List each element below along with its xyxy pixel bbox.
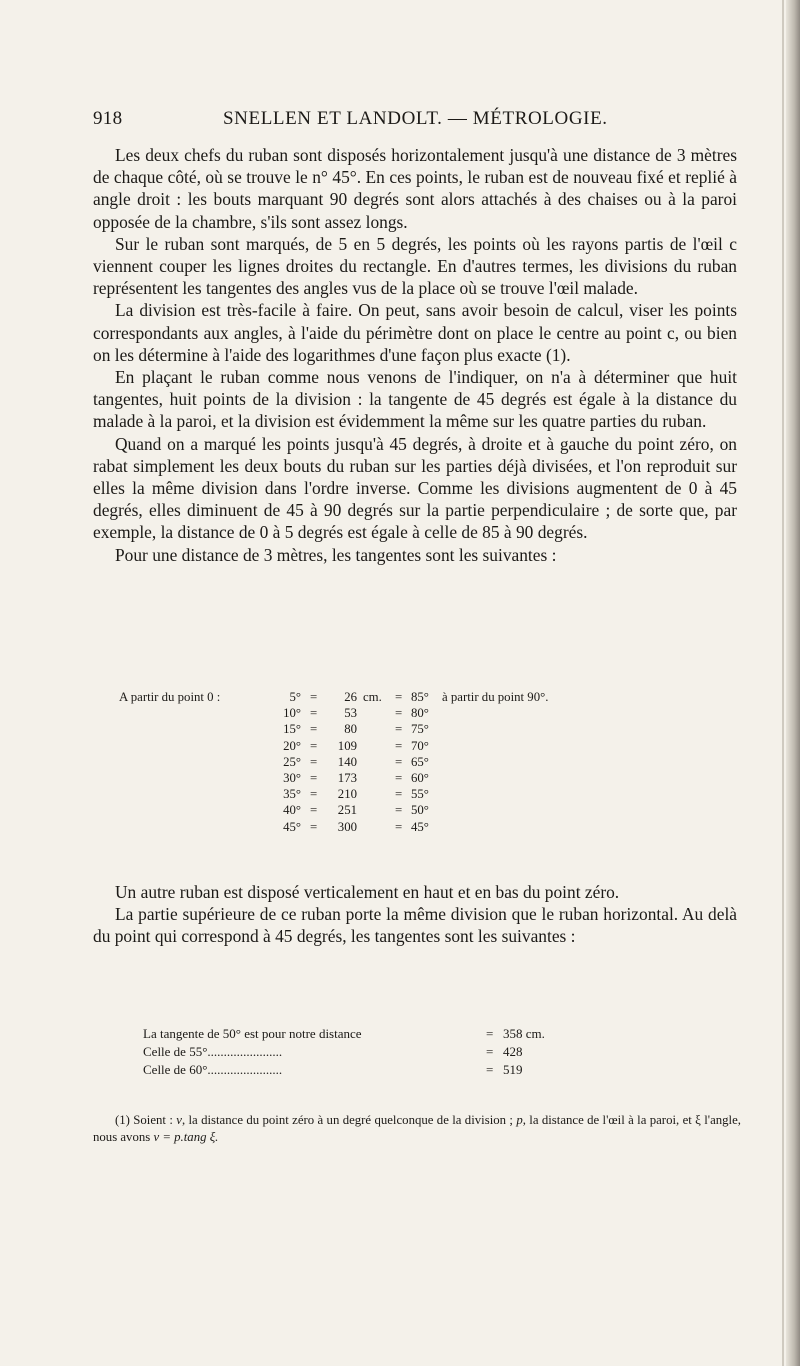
cm-cell: 173 <box>337 770 357 785</box>
equals-sign: = <box>395 803 403 818</box>
var-p: p <box>516 1113 523 1127</box>
equals-sign: = <box>395 706 403 721</box>
cm-cell: 140 <box>337 754 357 769</box>
equals-sign: = <box>310 706 318 721</box>
var-v: v <box>176 1113 182 1127</box>
table-row <box>119 738 739 754</box>
table-row <box>119 819 739 835</box>
extra-tangent-table <box>143 1025 703 1079</box>
table-row <box>119 721 739 737</box>
angle-cell: 45° <box>283 819 301 834</box>
table-row-value: 428 <box>503 1044 523 1059</box>
table-row <box>119 770 739 786</box>
body-text-middle <box>93 881 737 948</box>
complement-cell: 55° <box>411 787 429 802</box>
equals-sign: = <box>395 738 403 753</box>
complement-cell: 65° <box>411 754 429 769</box>
table-row-label: La tangente de 50° est pour notre distance <box>143 1026 362 1041</box>
equals-sign: = <box>310 738 318 753</box>
complement-cell: 60° <box>411 770 429 785</box>
equals-sign: = <box>310 722 318 737</box>
angle-cell: 35° <box>283 787 301 802</box>
table-row-value: 358 cm. <box>503 1026 545 1041</box>
table-row-label: Celle de 60°....................... <box>143 1062 283 1077</box>
cm-cell: 80 <box>344 722 357 737</box>
cm-cell: 109 <box>337 738 357 753</box>
table-row <box>119 705 739 721</box>
complement-cell: 85° <box>411 690 429 704</box>
table-row <box>119 689 739 705</box>
footnote-part: , la distance de l'œil à la paroi, et ξ l'angle, nous avons <box>93 1113 741 1144</box>
running-title: SNELLEN ET LANDOLT. — MÉTROLOGIE. <box>223 108 608 129</box>
table-row <box>143 1043 703 1061</box>
angle-cell: 20° <box>283 738 301 753</box>
equals-sign: = <box>486 1062 494 1077</box>
complement-cell: 80° <box>411 706 429 721</box>
angle-cell: 10° <box>283 706 301 721</box>
paragraph: Pour une distance de 3 mètres, les tangentes sont les suivantes : <box>115 544 557 565</box>
cm-cell: 210 <box>337 787 357 802</box>
cm-cell: 300 <box>337 819 357 834</box>
paragraph: Sur le ruban sont marqués, de 5 en 5 degrés, les points où les rayons partis de l'œil c viennent couper les lignes droites du rectangle. En d'autres termes, les divisions du ruban représentent les tangentes des angles vus de la place où se trouve l'œil malade. <box>93 233 737 299</box>
complement-cell: 70° <box>411 738 429 753</box>
paragraph: Un autre ruban est disposé verticalement en haut et en bas du point zéro. <box>115 882 620 902</box>
equals-sign: = <box>310 819 318 834</box>
footnote-text <box>93 1112 741 1145</box>
tangent-table <box>119 689 739 835</box>
footnote-formula: v = p.tang ξ. <box>153 1129 219 1144</box>
equals-sign: = <box>486 1044 494 1059</box>
table-row <box>143 1025 703 1043</box>
paragraph: En plaçant le ruban comme nous venons de l'indiquer, on n'a à déterminer que huit tangentes, huit points de la division : la tangente de 45 degrés est égale à la distance du malade à la paroi, et la division est évidemment la même sur les quatre parties du ruban. <box>93 367 737 432</box>
cm-cell: 53 <box>344 706 357 721</box>
angle-cell: 5° <box>289 690 301 704</box>
footnote-part: , la distance du point zéro à un degré quelconque de la division ; <box>181 1113 513 1127</box>
paragraph: La partie supérieure de ce ruban porte la même division que le ruban horizontal. Au delà du point qui correspond à 45 degrés, les tangentes sont les suivantes : <box>93 904 737 947</box>
running-header <box>93 108 743 138</box>
table-row <box>143 1061 703 1079</box>
table-row-value: 519 <box>503 1062 523 1077</box>
table-row <box>119 754 739 770</box>
page-edge-shadow <box>786 0 800 1366</box>
equals-sign: = <box>395 722 403 737</box>
page-edge-line <box>782 0 784 1366</box>
equals-sign: = <box>395 690 403 704</box>
table-tail: à partir du point 90°. <box>442 690 549 704</box>
paragraph: La division est très-facile à faire. On peut, sans avoir besoin de calcul, viser les points correspondants aux angles, à l'aide du périmètre dont on place le centre au point c, ou bien on les détermine à l'aide des logarithmes d'une façon plus exacte (1). <box>93 300 737 365</box>
table-intro: A partir du point 0 : <box>119 690 221 704</box>
angle-cell: 30° <box>283 770 301 785</box>
equals-sign: = <box>395 819 403 834</box>
table-row <box>119 786 739 802</box>
equals-sign: = <box>310 803 318 818</box>
angle-cell: 25° <box>283 754 301 769</box>
footnote-marker: (1) Soient : <box>115 1113 173 1127</box>
paragraph: Les deux chefs du ruban sont disposés horizontalement jusqu'à une distance de 3 mètres de chaque côté, où se trouve le n° 45°. En ces points, le ruban est de nouveau fixé et replié à angle droit : les bouts marquant 90 degrés sont alors attachés à des chaises ou à la paroi opposée de la chambre, s'ils sont assez longs. <box>93 145 737 232</box>
unit-label: cm. <box>363 690 382 704</box>
complement-cell: 50° <box>411 803 429 818</box>
paragraph: Quand on a marqué les points jusqu'à 45 degrés, à droite et à gauche du point zéro, on rabat simplement les deux bouts du ruban sur les parties déjà divisées, et l'on reproduit sur elles la même division dans l'ordre inverse. Comme les divisions augmentent de 0 à 45 degrés, elles diminuent de 45 à 90 degrés sur la partie perpendiculaire ; de sorte que, par exemple, la distance de 0 à 5 degrés est égale à celle de 85 à 90 degrés. <box>93 433 737 543</box>
equals-sign: = <box>310 690 318 704</box>
table-row-label: Celle de 55°....................... <box>143 1044 283 1059</box>
angle-cell: 40° <box>283 803 301 818</box>
angle-cell: 15° <box>283 722 301 737</box>
equals-sign: = <box>395 787 403 802</box>
cm-cell: 251 <box>337 803 357 818</box>
complement-cell: 45° <box>411 819 429 834</box>
body-text-top <box>93 144 737 566</box>
equals-sign: = <box>486 1026 494 1041</box>
equals-sign: = <box>310 754 318 769</box>
cm-cell: 26 <box>344 690 357 704</box>
footnote <box>93 1112 741 1145</box>
page-number: 918 <box>93 108 123 129</box>
table-row <box>119 802 739 818</box>
equals-sign: = <box>310 787 318 802</box>
complement-cell: 75° <box>411 722 429 737</box>
equals-sign: = <box>395 770 403 785</box>
equals-sign: = <box>310 770 318 785</box>
equals-sign: = <box>395 754 403 769</box>
